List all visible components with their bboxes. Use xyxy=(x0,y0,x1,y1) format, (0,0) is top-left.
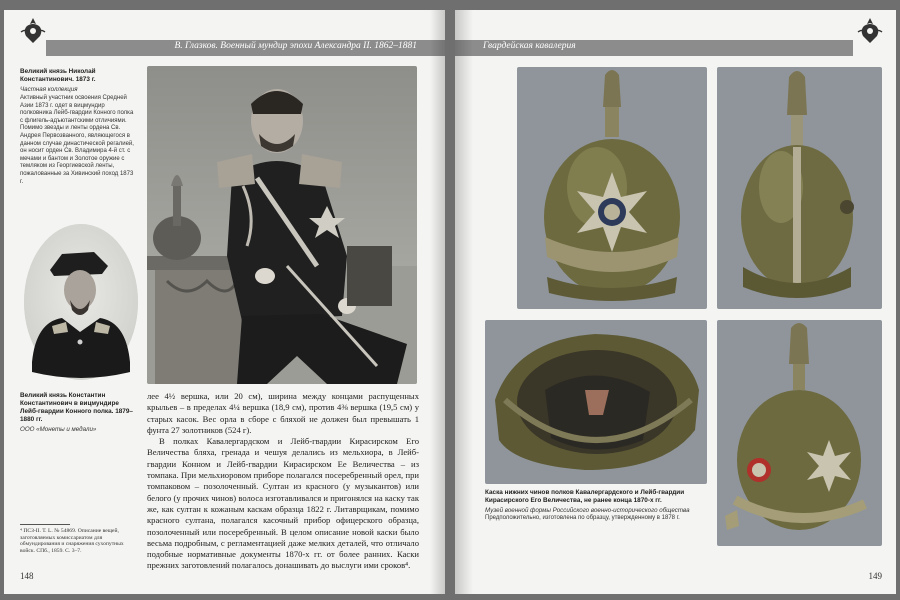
photo-caption xyxy=(20,392,136,434)
caption-title: Великий князь Константин Константинович в вицмундире Лейб-гвардии Конного полка. 1879–1880 гг. xyxy=(20,392,133,423)
page-number: 149 xyxy=(868,571,882,581)
caption-body: Предположительно, изготовлена по образцу, утвержденному в 1878 г. xyxy=(485,515,680,521)
footnote: ⁴ ПСЗ-II. Т. L. № 54869. Описание вещей, заготовляемых комиссариатом для обмундирования и снаряжения сухопутных войск. СПб., 1859. С. 3–7. xyxy=(20,528,124,554)
photo-caption xyxy=(485,489,711,523)
running-header: Гвардейская кавалерия xyxy=(483,41,576,51)
running-header: В. Глазков. Военный мундир эпохи Александра II. 1862–1881 xyxy=(174,41,417,51)
right-page xyxy=(455,10,896,594)
photo-caption xyxy=(20,68,136,186)
caption-title: Великий князь Николай Константинович. 1873 г. xyxy=(20,68,96,83)
body-text xyxy=(147,391,419,572)
caption-source: Музей военной формы Российского военно-исторического общества xyxy=(485,507,690,514)
portrait-oval-photo xyxy=(22,222,140,382)
helmet-side-photo xyxy=(717,67,882,309)
crest-icon xyxy=(18,16,48,46)
spine-shadow-right xyxy=(455,10,473,594)
helmet-front-photo xyxy=(517,67,707,309)
page-number: 148 xyxy=(20,571,34,581)
helmet-spiked-photo xyxy=(717,320,882,546)
body-paragraph: В полках Кавалергардском и Лейб-гвардии Кирасирском Его Величества бляха, гренада и чешуя делались из мельхиора, в Лейб-гвардии Конном и Лейб-гвардии Кирасирском Ее Величества – из томпака. При мельхиоровом приборе полагался посеребренный орел, при томпаковом – позолоченный. Султан из красного (у музыкантов) или белого (у прочих чинов) волоса изготавливался и пригонялся на каску так же, как султан к кожаным каскам образца 1822 г. Литаврщикам, помимо красного султана, полагался касочный прибор офицерского образца, позолоченный или посеребренный. В целом описание новой каски было весьма подробным, с регламентацией даже мелких деталей, что отличало подобные нормативные документы 1870-х гг. от более ранних. Каски прежних заготовлений полагалось донашивать до выслуги ими сроков⁴. xyxy=(147,436,419,571)
left-page xyxy=(4,10,445,594)
caption-title: Каска нижних чинов полков Кавалергардского и Лейб-гвардии Кирасирского Его Величества, не ранее конца 1870-х гг. xyxy=(485,489,685,504)
caption-source: Частная коллекция xyxy=(20,86,78,93)
body-paragraph: лее 4½ вершка, или 20 см), ширина между концами распущенных крыльев – в пределах 4¼ вершка (18,9 см), против 4⅜ вершка (19,5 см) у старых касок. Вес орла в сборе с бляхой не должен был превышать 1 фунта 27 золотников (524 г). xyxy=(147,391,419,435)
footnote-divider xyxy=(20,524,70,525)
caption-source: ООО «Монеты и медали» xyxy=(20,426,97,433)
caption-body: Активный участник освоения Средней Азии 1873 г. одет в вицмундир полковника Лейб-гвардии Конного полка с флигель-адъютантскими отличиями. Помимо звезды и ленты ордена Св. Андрея Первозванного, являющегося в данном случае династической регалией, он носит орден Св. Владимира 4-й ст. с мечами и бантом и Золотое оружие с темляком из Георгиевской ленты, пожалованные за Хивинский поход 1873 г. xyxy=(20,95,134,185)
crest-icon xyxy=(855,16,885,46)
spine-shadow-left xyxy=(430,10,445,594)
grand-duke-seated-photo xyxy=(147,66,417,384)
helmet-interior-photo xyxy=(485,320,707,484)
